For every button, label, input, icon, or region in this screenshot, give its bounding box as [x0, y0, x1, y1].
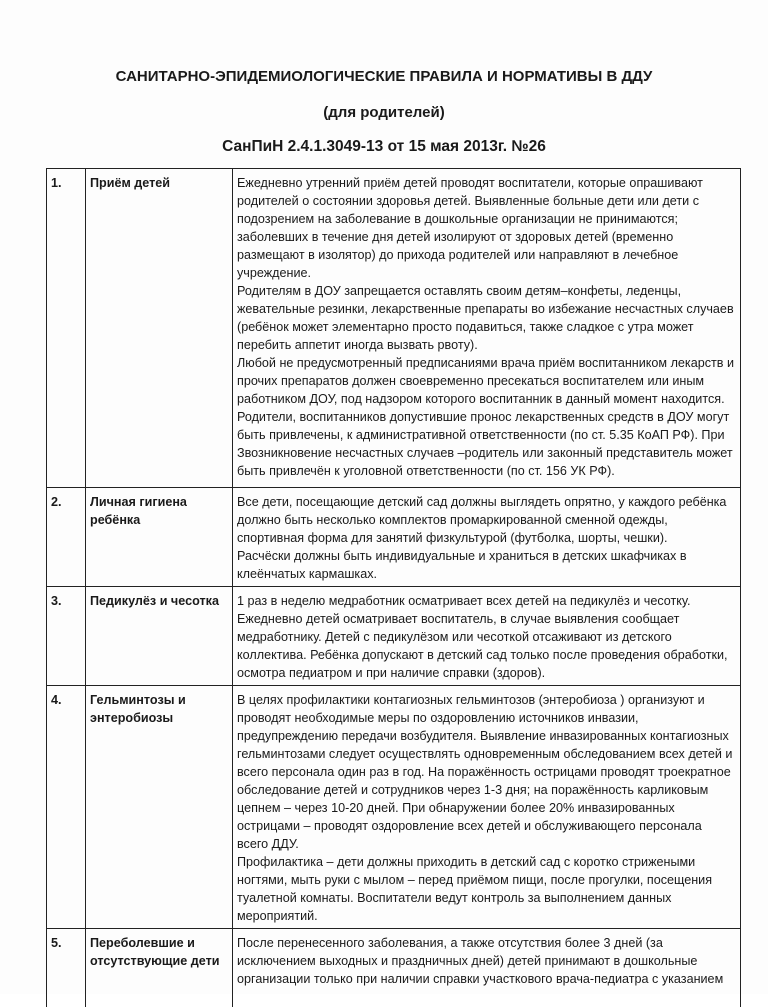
row-topic: Педикулёз и чесотка [86, 587, 233, 686]
table-row [47, 169, 741, 488]
row-description [233, 686, 741, 929]
document-subtitle: (для родителей) [0, 104, 768, 121]
paragraph: Любой не предусмотренный предписаниями врача приём воспитанником лекарств и прочих препаратов должен своевременно пресекаться воспитателем или иным работником ДОУ, под надзором которого воспитанник в данный момент находится. [237, 354, 736, 408]
row-description [233, 169, 741, 488]
paragraph: Профилактика – дети должны приходить в детский сад с коротко стрижеными ногтями, мыть руки с мылом – перед приёмом пищи, после прогулки, посещения туалетной комнаты. Воспитатели ведут контроль за выполнением данных мероприятий. [237, 853, 736, 925]
row-number: 5. [47, 929, 86, 1007]
row-topic: Переболевшие и отсутствующие дети [86, 929, 233, 1007]
table-row [47, 686, 741, 929]
row-number: 2. [47, 488, 86, 587]
paragraph: В целях профилактики контагиозных гельминтозов (энтеробиоза ) организуют и проводят необходимые меры по оздоровлению источников инвазии, предупреждению передачи возбудителя. Выявление инвазированных контагиозных гельминтозами следует осуществлять одновременным обследованием всех детей и всего персонала один раз в год. На поражённость острицами проводят троекратное обследование детей и сотрудников через 1-3 дня; на поражённость карликовым цепнем – через 10-20 дней. При обнаружении более 20% инвазированных острицами – проводят оздоровление всех детей и обслуживающего персонала всего ДДУ. [237, 691, 736, 853]
row-number: 3. [47, 587, 86, 686]
row-topic: Гельминтозы и энтеробиозы [86, 686, 233, 929]
paragraph: 1 раз в неделю медработник осматривает всех детей на педикулёз и чесотку. Ежедневно детей осматривает воспитатель, в случае выявления сообщает медработнику. Детей с педикулёзом или чесоткой отсаживают из детского коллектива. Ребёнка допускают в детский сад только после проведения обработки, осмотра педиатром и при наличие справки (здоров). [237, 592, 736, 682]
row-number: 4. [47, 686, 86, 929]
row-description [233, 488, 741, 587]
row-topic: Личная гигиена ребёнка [86, 488, 233, 587]
paragraph: Родителям в ДОУ запрещается оставлять своим детям–конфеты, леденцы, жевательные резинки, лекарственные препараты во избежание несчастных случаев (ребёнок может элементарно просто подавиться, также сладкое с утра может перебить аппетит иногда вызвать рвоту). [237, 282, 736, 354]
row-description [233, 929, 741, 1007]
row-number: 1. [47, 169, 86, 488]
paragraph: Расчёски должны быть индивидуальные и храниться в детских шкафчиках в клеёнчатых кармашках. [237, 547, 736, 583]
table-row [47, 587, 741, 686]
row-description [233, 587, 741, 686]
paragraph: После перенесенного заболевания, а также отсутствия более 3 дней (за исключением выходных и праздничных дней) детей принимают в дошкольные организации только при наличии справки участкового врача-педиатра с указанием [237, 934, 736, 988]
document-reference: СанПиН 2.4.1.3049-13 от 15 мая 2013г. №26 [0, 138, 768, 156]
paragraph: Родители, воспитанников допустившие пронос лекарственных средств в ДОУ могут быть привлечены, к административной ответственности (по ст. 5.35 КоАП РФ). При Звозникновение несчастных случаев –родитель или законный представитель может быть привлечён к уголовной ответственности (по ст. 156 УК РФ). [237, 408, 736, 480]
document-title: САНИТАРНО-ЭПИДЕМИОЛОГИЧЕСКИЕ ПРАВИЛА И НОРМАТИВЫ В ДДУ [0, 68, 768, 85]
paragraph: Ежедневно утренний приём детей проводят воспитатели, которые опрашивают родителей о состоянии здоровья детей. Выявленные больные дети или дети с подозрением на заболевание в дошкольные организации не принимаются; заболевших в течение дня детей изолируют от здоровых детей (временно размещают в изолятор) до прихода родителей или направляют в лечебное учреждение. [237, 174, 736, 282]
paragraph: Все дети, посещающие детский сад должны выглядеть опрятно, у каждого ребёнка должно быть несколько комплектов промаркированной сменной одежды, спортивная форма для занятий физкультурой (футболка, шорты, чешки). [237, 493, 736, 547]
rules-table [46, 168, 741, 1007]
table-row [47, 488, 741, 587]
table-row [47, 929, 741, 1007]
row-topic: Приём детей [86, 169, 233, 488]
